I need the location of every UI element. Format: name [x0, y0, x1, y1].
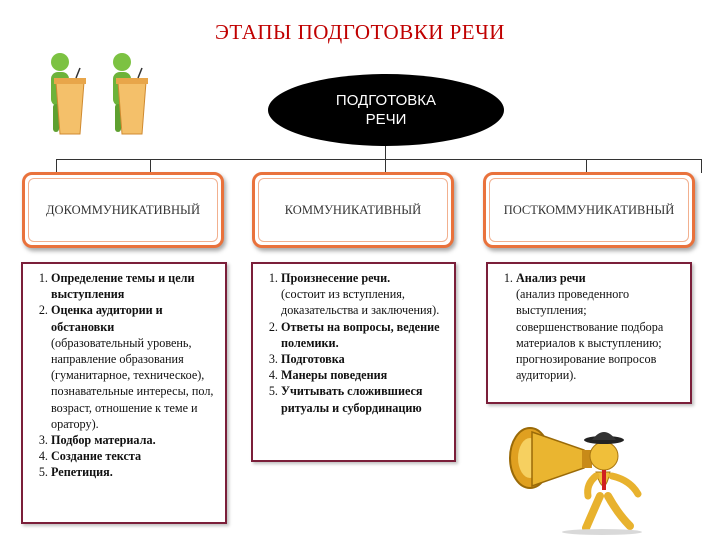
connector-root-down — [385, 146, 386, 160]
root-label-line1: ПОДГОТОВКА — [335, 92, 437, 109]
speaker-at-podium-icon — [51, 53, 86, 134]
stage-box-postcommunicative — [483, 172, 695, 248]
page-title: ЭТАПЫ ПОДГОТОВКИ РЕЧИ — [215, 20, 505, 44]
item-title: Подбор материала. — [51, 433, 156, 448]
list-item — [51, 464, 219, 480]
list-item — [281, 351, 448, 367]
speaker-at-podium-icon — [113, 53, 148, 134]
connector-left-branch — [150, 159, 151, 173]
item-title: Репетиция. — [51, 465, 113, 480]
stage-box-communicative — [252, 172, 454, 248]
connector-left-down — [56, 159, 57, 173]
details-precommunicative — [21, 262, 227, 524]
list-item — [281, 270, 448, 319]
connector-right-down — [701, 159, 702, 173]
item-title: Анализ речи — [516, 271, 586, 285]
item-note: (состоит из вступления, доказательства и заключения). — [281, 287, 440, 318]
item-title: Создание текста — [51, 449, 142, 464]
stage-label: ПОСТКОММУНИКАТИВНЫЙ — [503, 202, 675, 217]
item-title: Подготовка — [281, 352, 345, 367]
item-note: (анализ проведенного выступления; совершенствование подбора материалов к выступлению; прогнозирование вопросов аудитории). — [516, 287, 664, 383]
list-item — [51, 432, 219, 448]
list-item — [51, 270, 219, 302]
list-item — [281, 319, 448, 351]
item-title: Ответы на вопросы, ведение полемики. — [281, 319, 440, 350]
connector-horizontal — [56, 159, 702, 160]
item-title: Определение темы и цели выступления — [51, 271, 195, 302]
list-item — [51, 448, 219, 464]
list-item — [281, 383, 448, 415]
speakers-illustration — [34, 48, 164, 148]
details-communicative — [251, 262, 456, 462]
root-label-line2: РЕЧИ — [365, 111, 407, 128]
item-title: Оценка аудитории и обстановки — [51, 303, 163, 334]
connector-right-branch — [586, 159, 587, 173]
stage-label: КОММУНИКАТИВНЫЙ — [284, 202, 422, 217]
list-item — [516, 270, 684, 383]
list-item — [51, 302, 219, 432]
stage-box-precommunicative — [22, 172, 224, 248]
list-item — [281, 367, 448, 383]
root-node — [268, 74, 504, 146]
item-title: Учитывать сложившиеся ритуалы и субординацию — [281, 384, 423, 415]
megaphone-figure-icon — [492, 410, 672, 535]
item-title: Манеры поведения — [281, 368, 388, 383]
item-note: (образовательный уровень, направление образования (гуманитарное, техническое), познавательные интересы, пол, возраст, отношение к теме и оратору). — [51, 335, 214, 431]
stage-label: ДОКОММУНИКАТИВНЫЙ — [46, 202, 200, 217]
connector-center-branch — [385, 159, 386, 173]
details-postcommunicative — [486, 262, 692, 404]
item-title: Произнесение речи. — [281, 271, 391, 285]
